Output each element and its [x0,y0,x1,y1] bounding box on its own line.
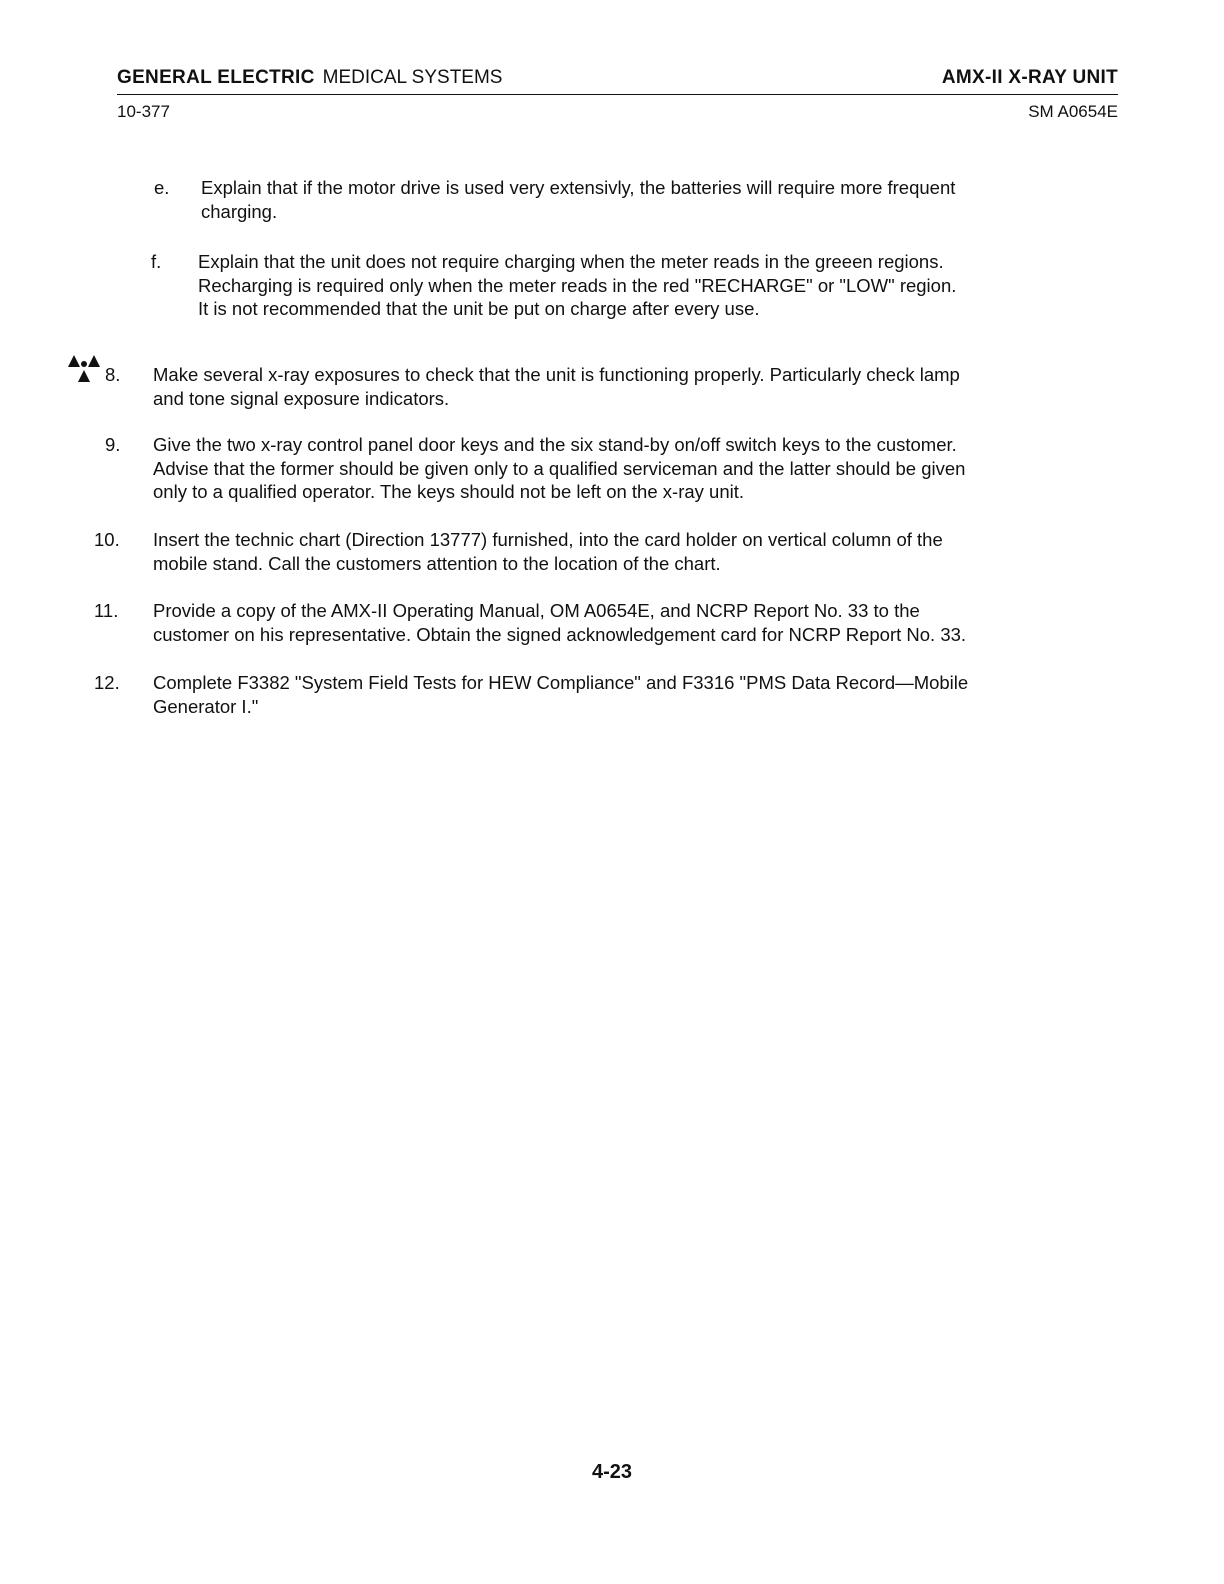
header-ids-row [117,101,1118,123]
product-name: AMX-II X-RAY UNIT [941,67,1118,88]
text-line: Explain that the unit does not require charging when the meter reads in the greeen regions. [198,251,944,272]
item-text [153,671,1103,718]
page-header [117,66,1118,123]
text-line: Insert the technic chart (Direction 13777) furnished, into the card holder on vertical column of the [153,529,943,550]
item-marker: 10. [94,529,120,550]
text-line: Advise that the former should be given only to a qualified serviceman and the latter should be given [153,457,966,479]
page-number: 4-23 [591,1461,633,1483]
text-line: Complete F3382 "System Field Tests for HEW Compliance" and F3316 "PMS Data Record—Mobile [153,672,969,693]
item-marker: 8. [105,364,121,385]
doc-number: 10-377 [117,102,170,121]
text-line: Give the two x-ray control panel door keys and the six stand-by on/off switch keys to the customer. [153,434,957,455]
text-line: Make several x-ray exposures to check that the unit is functioning properly. Particularly check lamp [153,364,960,385]
text-line: Provide a copy of the AMX-II Operating Manual, OM A0654E, and NCRP Report No. 33 to the [153,600,920,621]
text-line: It is not recommended that the unit be put on charge after every use. [198,298,760,319]
text-line: Explain that if the motor drive is used very extensivly, the batteries will require more frequent [201,177,956,198]
item-marker: 12. [94,672,120,693]
item-marker: 11. [94,600,119,621]
item-text [153,433,1103,504]
item-text [153,599,1103,646]
text-line: Recharging is required only when the meter reads in the red "RECHARGE" or "LOW" region. [198,274,957,296]
item-marker: 9. [105,434,121,455]
text-line: mobile stand. Call the customers attention to the location of the chart. [153,552,721,574]
company-name: GENERAL ELECTRIC [117,67,315,88]
radiation-hazard-icon [66,352,102,384]
item-text [198,250,1098,321]
manual-id: SM A0654E [1028,102,1118,121]
division-name: MEDICAL SYSTEMS [322,67,503,88]
company-block [117,66,502,90]
text-line: only to a qualified operator. The keys should not be left on the x-ray unit. [153,481,744,502]
header-title-row [117,66,1118,95]
text-line: customer on his representative. Obtain the signed acknowledgement card for NCRP Report No. 33. [153,623,967,645]
text-line: charging. [201,200,278,222]
text-line: and tone signal exposure indicators. [153,387,450,409]
item-marker: e. [154,177,170,198]
item-text [153,363,1103,410]
text-line: Generator I." [153,695,259,717]
item-text [153,528,1103,575]
item-text [201,176,1101,223]
item-marker: f. [151,251,162,272]
